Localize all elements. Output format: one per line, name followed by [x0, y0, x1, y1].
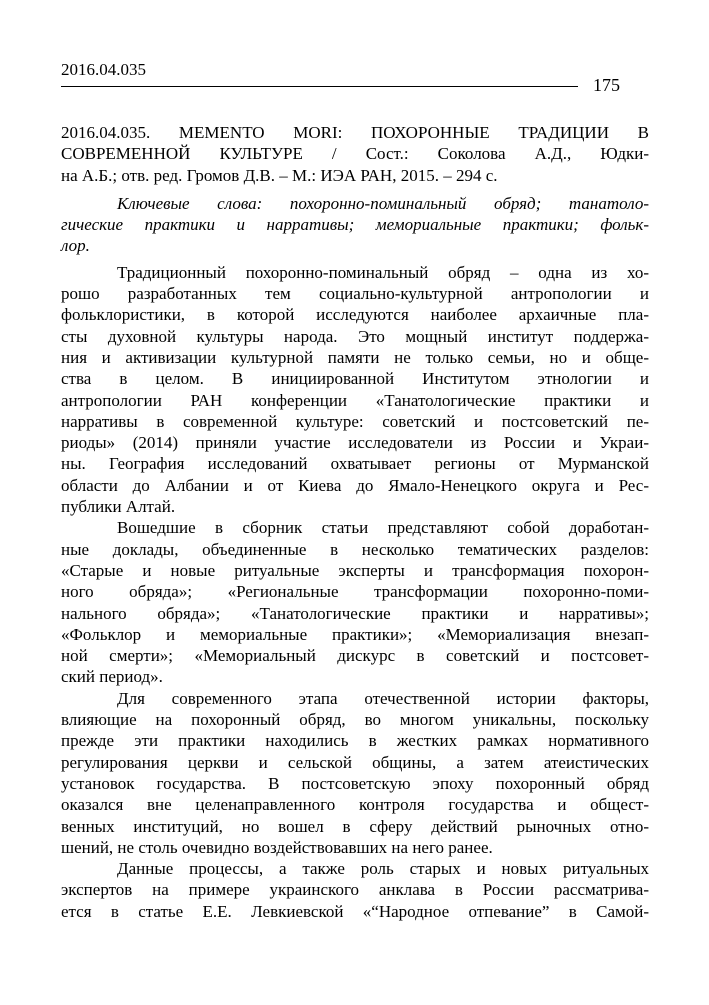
text-line: СОВРЕМЕННОЙ КУЛЬТУРЕ / Сост.: Соколова А.Д., Юдки- — [61, 144, 649, 164]
text-line: «Фольклор и мемориальные практики»; «Мемориализация внезап- — [61, 624, 649, 644]
text-line: Для современного этапа отечественной истории факторы, — [117, 688, 649, 708]
text-line: области до Албании и от Киева до Ямало-Ненецкого округа и Рес- — [61, 475, 649, 495]
text-line: прежде эти практики находились в жестких рамках нормативного — [61, 731, 649, 751]
text-line: ства в целом. В инициированной Институтом этнологии и — [61, 369, 649, 389]
text-line: сты духовной культуры народа. Это мощный институт поддержа- — [61, 326, 649, 346]
text-line: антропологии РАН конференции «Танатологические практики и — [61, 390, 649, 410]
text-line: ного обряда»; «Региональные трансформации похоронно-поми- — [61, 582, 649, 602]
paragraph-3 — [61, 688, 649, 858]
page-header — [61, 0, 649, 95]
text-line: ется в статье Е.Е. Левкиевской «“Народное отпевание” в Самой- — [61, 901, 649, 921]
text-line: риоды» (2014) приняли участие исследователи из России и Украи- — [61, 433, 649, 453]
header-rule — [61, 86, 578, 87]
text-line: шений, не столь очевидно воздействовавших на него ранее. — [61, 837, 493, 857]
text-line: ные доклады, объединенные в несколько тематических разделов: — [61, 539, 649, 559]
text-line: венных институций, но вошел в сферу действий рыночных отно- — [61, 816, 649, 836]
text-line: рошо разработанных тем социально-культурной антропологии и — [61, 284, 649, 304]
text-line: Традиционный похоронно-поминальный обряд – одна из хо- — [117, 262, 649, 282]
text-line: Данные процессы, а также роль старых и новых ритуальных — [117, 859, 649, 879]
text-line: установок государства. В постсоветскую эпоху похоронный обряд — [61, 773, 649, 793]
paragraph-1 — [61, 262, 649, 518]
text-line: Ключевые слова: похоронно-поминальный обряд; танатоло- — [117, 193, 649, 213]
text-line: ния и активизации культурной памяти не только семьи, но и обще- — [61, 347, 649, 367]
text-line: нарративы в современной культуре: советский и постсоветский пе- — [61, 411, 649, 431]
text-line: лор. — [61, 236, 90, 256]
paragraph-4 — [61, 858, 649, 922]
text-line: публики Алтай. — [61, 497, 176, 517]
text-line: ский период». — [61, 667, 163, 687]
running-title: 2016.04.035 — [61, 60, 146, 79]
text-line: регулирования церкви и сельской общины, а затем атеистических — [61, 752, 649, 772]
text-line: гические практики и нарративы; мемориальные практики; фольк- — [61, 215, 649, 235]
text-line: фольклористики, в которой исследуются наиболее архаичные пла- — [61, 305, 649, 325]
document-body — [61, 122, 649, 922]
page-number: 175 — [593, 75, 620, 95]
keywords — [61, 193, 649, 257]
text-line: Вошедшие в сборник статьи представляют собой доработан- — [117, 518, 649, 538]
text-line: 2016.04.035. MEMENTO MORI: ПОХОРОННЫЕ ТРАДИЦИИ В — [61, 123, 649, 142]
text-line: влияющие на похоронный обряд, во многом уникальны, поскольку — [61, 710, 649, 730]
text-line: нального обряда»; «Танатологические практики и нарративы»; — [61, 603, 649, 623]
page-content — [61, 0, 649, 922]
text-line: ной смерти»; «Мемориальный дискурс в советский и постсовет- — [61, 646, 649, 666]
text-line: на А.Б.; отв. ред. Громов Д.В. – М.: ИЭА РАН, 2015. – 294 с. — [61, 165, 498, 185]
text-line: оказался вне целенаправленного контроля государства и общест- — [61, 795, 649, 815]
text-line: «Старые и новые ритуальные эксперты и трансформация похорон- — [61, 560, 649, 580]
paragraph-2 — [61, 517, 649, 687]
text-line: экспертов на примере украинского анклава в России рассматрива- — [61, 880, 649, 900]
bibliographic-title — [61, 122, 649, 186]
text-line: ны. География исследований охватывает регионы от Мурманской — [61, 454, 649, 474]
